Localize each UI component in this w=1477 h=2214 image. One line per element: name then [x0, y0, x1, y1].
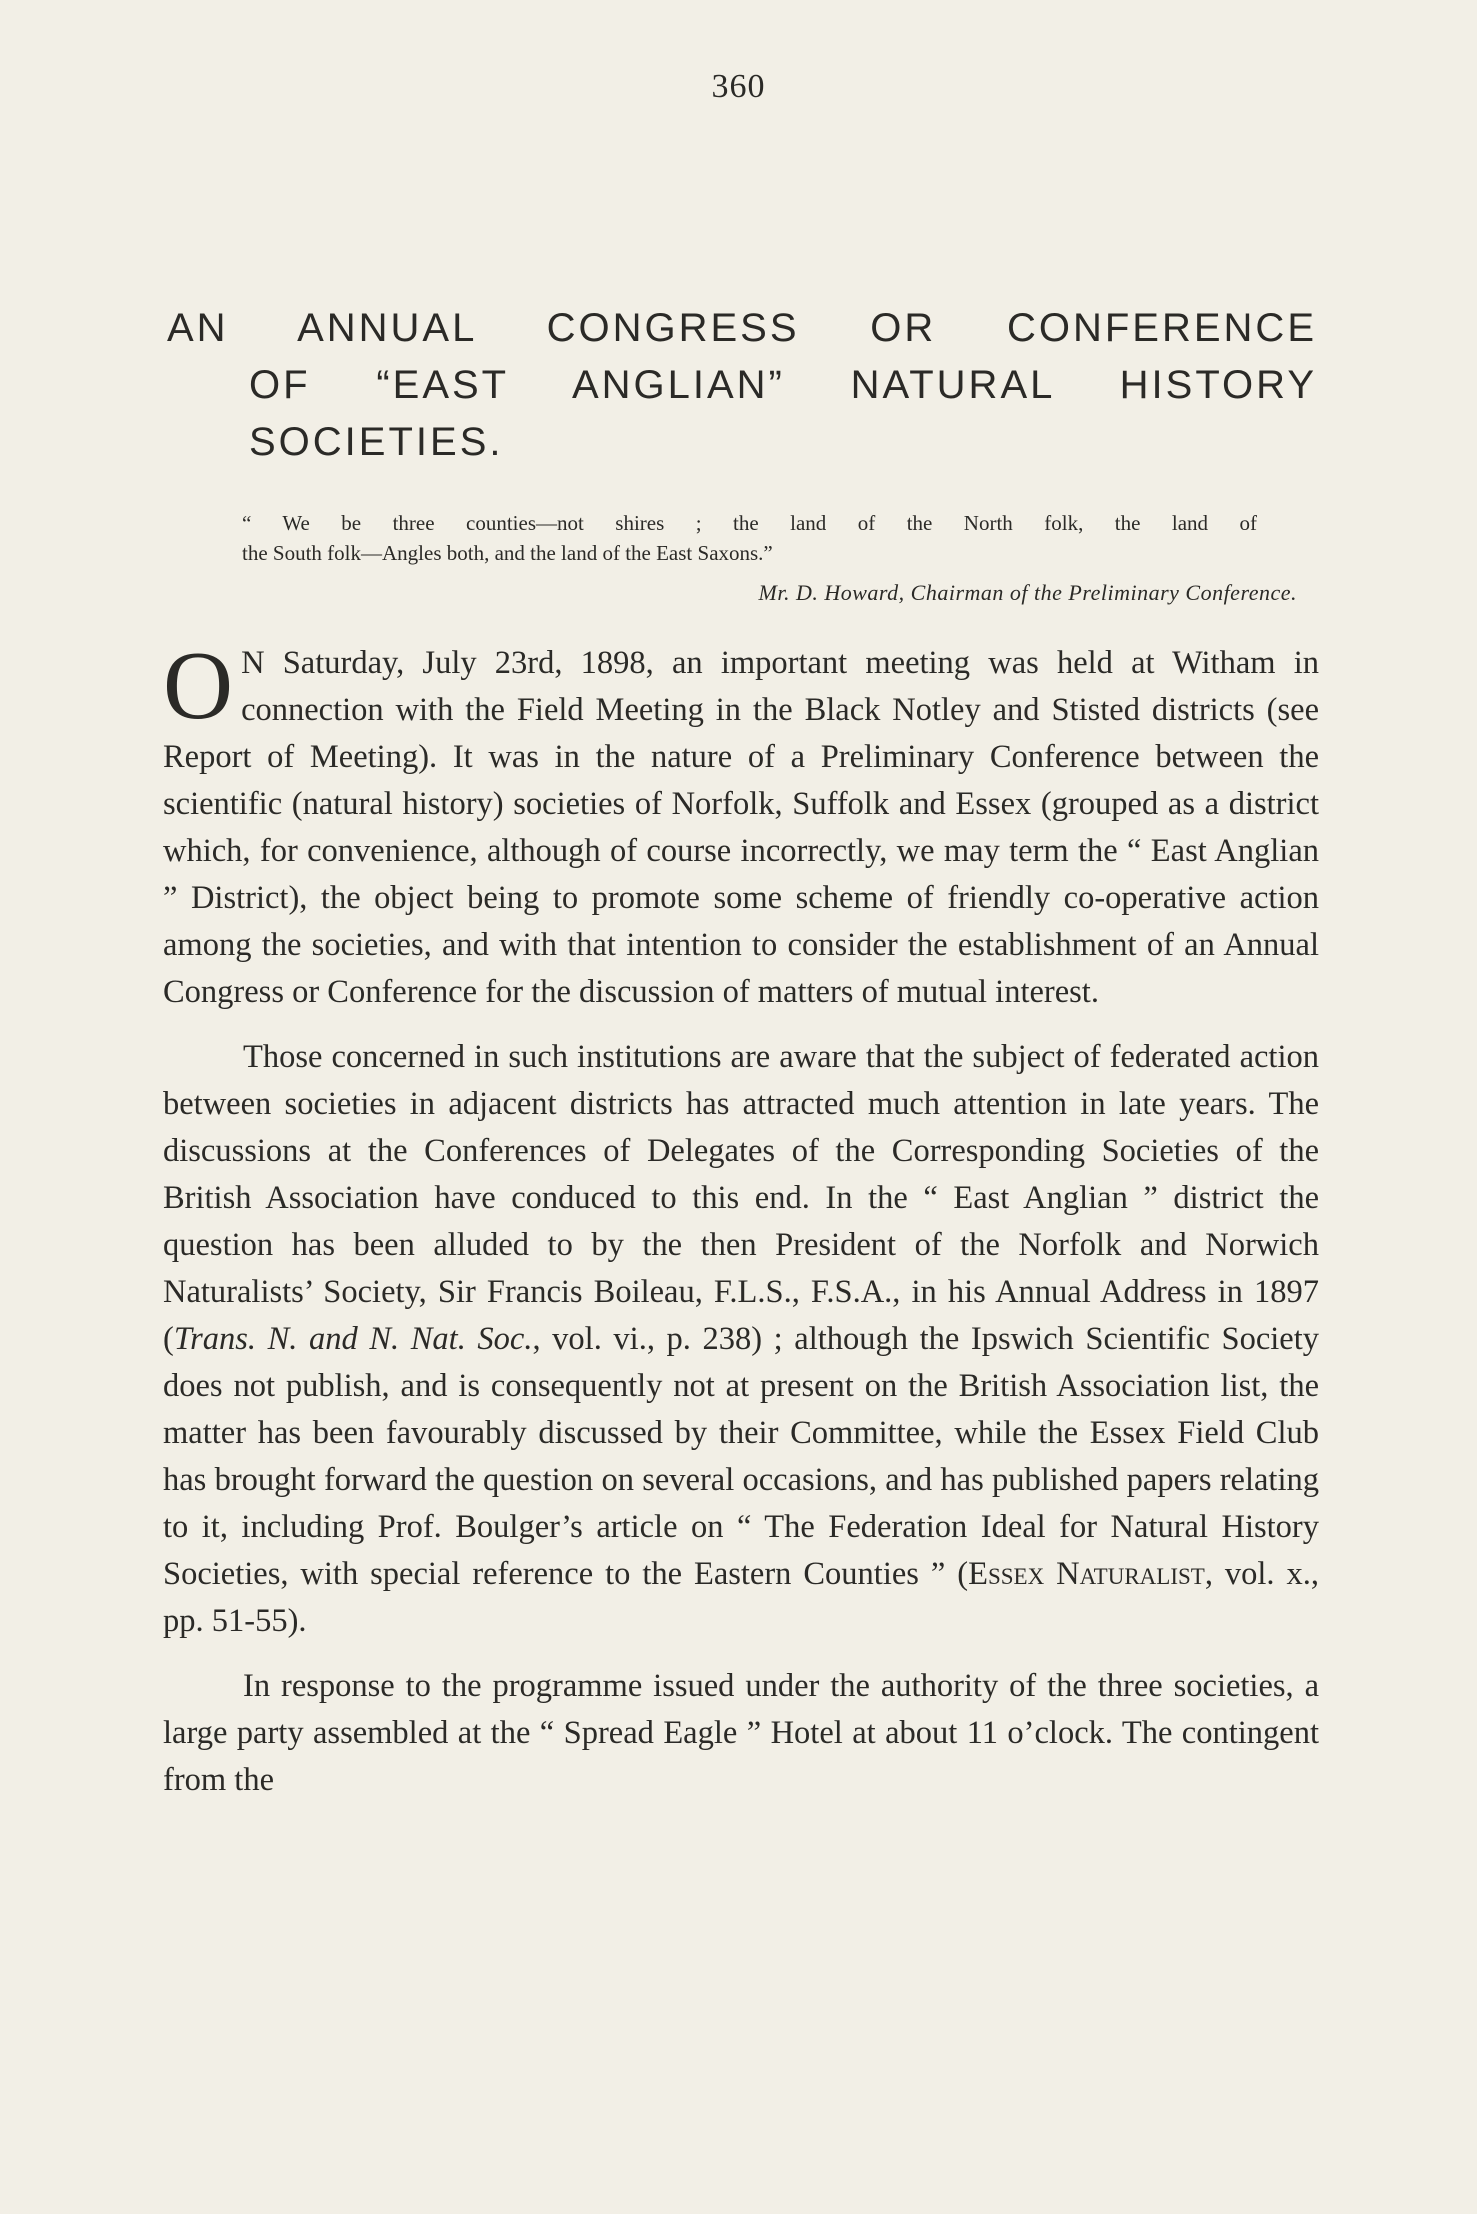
epigraph-line-2: the South folk—Angles both, and the land of the East Saxons.” — [242, 541, 773, 565]
paragraph-2-text-b: , vol. vi., p. 238) ; although the Ipswich Scientific Society does not publish, and is consequently not at present on the British Association list, the matter has been favourably discussed by their Committee, while the Essex Field Club has brought forward the question on several occasions, and has published papers relating to it, including Prof. Boulger’s article on “ The Federation Ideal for Natural History Societies, with special reference to the Eastern Counties ” ( — [163, 1321, 1319, 1592]
citation: Trans. N. and N. Nat. Soc. — [173, 1321, 533, 1357]
paragraph-2 — [163, 1034, 1319, 1645]
paragraph-1-text: N Saturday, July 23rd, 1898, an important meeting was held at Witham in connection with the Field Meeting in the Black Notley and Stisted districts (see Report of Meeting). It was in the nature of a Preliminary Conference between the scientific (natural history) societies of Norfolk, Suffolk and Essex (grouped as a district which, for convenience, although of course incorrectly, we may term the “ East Anglian ” District), the object being to promote some scheme of friendly co-operative action among the societies, and with that intention to consider the establishment of an Annual Congress or Conference for the discussion of matters of mutual interest. — [163, 645, 1319, 1010]
journal-name: Essex Naturalist — [968, 1556, 1205, 1592]
drop-cap: O — [163, 632, 234, 739]
paragraph-2-text-a: Those concerned in such institutions are aware that the subject of federated action between societies in adjacent districts has attracted much attention in late years. The discussions at the Conferences of Delegates of the Corresponding Societies of the British Association have conduced to this end. In the “ East Anglian ” district the question has been alluded to by the then President of the Norfolk and Norwich Naturalists’ Society, Sir Francis Boileau, F.L.S., F.S.A., in his Annual Address in 1897 ( — [163, 1039, 1319, 1357]
article-body — [163, 632, 1320, 1804]
epigraph-line-1: “ We be three counties—not shires ; the land of the North folk, the land of — [242, 511, 1257, 535]
title-line-2: OF “EAST ANGLIAN” NATURAL HISTORY — [249, 363, 1317, 407]
epigraph — [242, 508, 1257, 568]
title-line-1: AN ANNUAL CONGRESS OR CONFERENCE — [167, 306, 1317, 350]
title-line-3: SOCIETIES. — [249, 420, 504, 464]
epigraph-attribution: Mr. D. Howard, Chairman of the Preliminary Conference. — [758, 580, 1297, 605]
paragraph-2-text-c: , vol. x., pp. 51-55). — [163, 1556, 1320, 1639]
paragraph-3 — [163, 1663, 1319, 1804]
article-title — [167, 300, 1317, 471]
paragraph-1 — [163, 632, 1319, 1016]
paragraph-3-text: In response to the programme issued under the authority of the three societies, a large party assembled at the “ Spread Eagle ” Hotel at about 11 o’clock. The contingent from the — [163, 1668, 1319, 1798]
page-number: 360 — [711, 68, 766, 105]
